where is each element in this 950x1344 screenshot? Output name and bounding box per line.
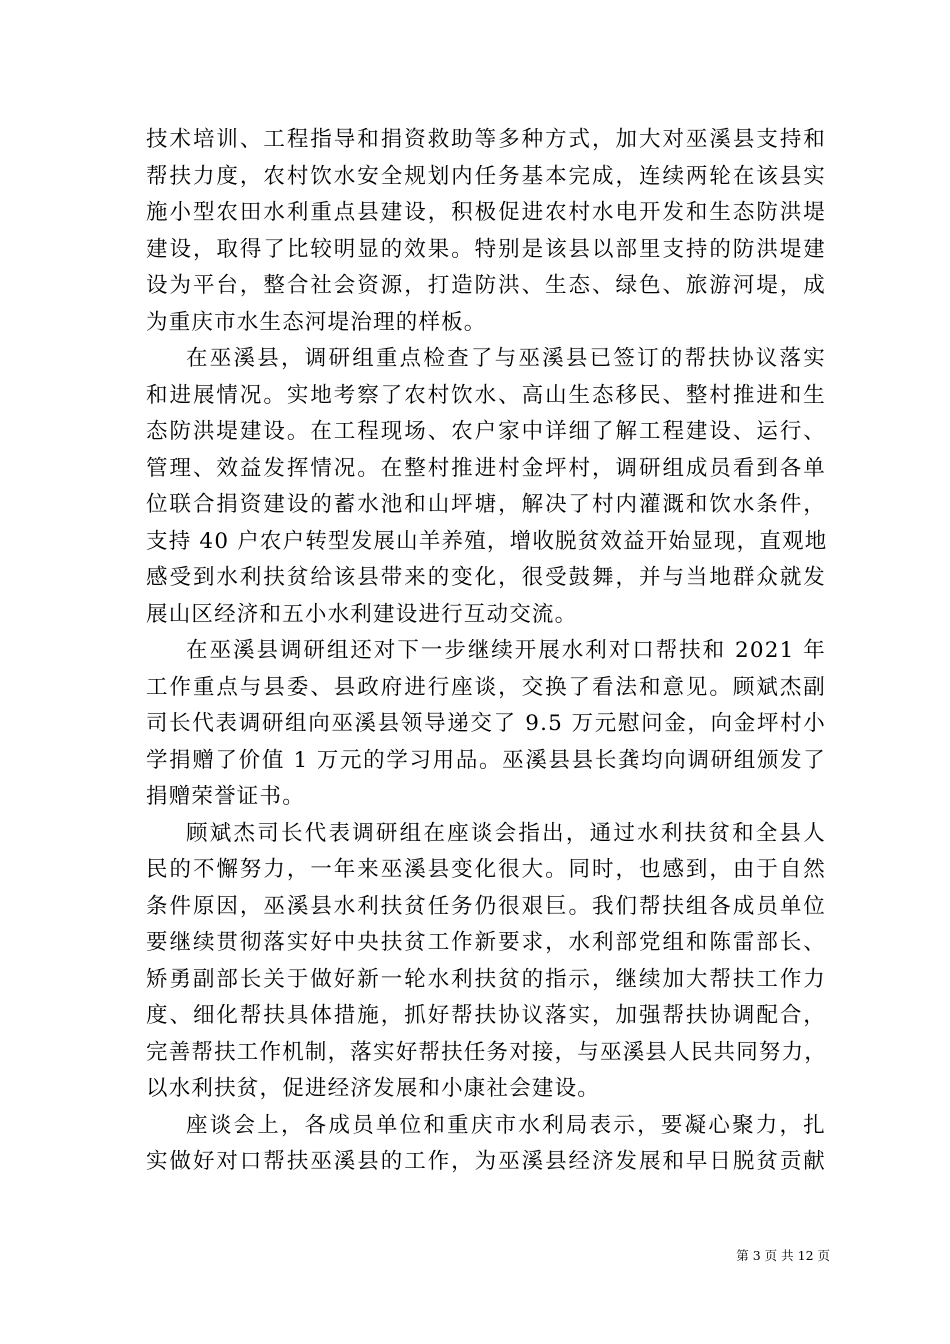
text-line: 设为平台，整合社会资源，打造防洪、生态、绿色、旅游河堤，成 (146, 273, 826, 298)
text-line: 支持 40 户农户转型发展山羊养殖，增收脱贫效益开始显现，直观地 (146, 528, 828, 554)
text-line: 座谈会上，各成员单位和重庆市水利局表示，要凝心聚力，扎 (186, 1112, 826, 1138)
text-line: 司长代表调研组向巫溪县领导递交了 9.5 万元慰问金，向金坪村小 (146, 711, 826, 736)
body-text (146, 122, 826, 1181)
text-line: 以水利扶贫，促进经济发展和小康社会建设。 (146, 1076, 601, 1101)
paragraph (146, 122, 826, 341)
text-line: 捐赠荣誉证书。 (146, 784, 305, 809)
text-line: 实做好对口帮扶巫溪县的工作，为巫溪县经济发展和早日脱贫贡献 (146, 1149, 826, 1174)
text-line: 展山区经济和五小水利建设进行互动交流。 (146, 601, 578, 627)
text-line: 工作重点与县委、县政府进行座谈，交换了看法和意见。顾斌杰副 (146, 674, 826, 700)
text-line: 位联合捐资建设的蓄水池和山坪塘，解决了村内灌溉和饮水条件， (146, 492, 826, 517)
text-line: 度、细化帮扶具体措施，抓好帮扶协议落实，加强帮扶协调配合， (146, 1003, 826, 1028)
page-number: 第 3 页 共 12 页 (736, 1248, 830, 1263)
text-line: 和进展情况。实地考察了农村饮水、高山生态移民、整村推进和生 (146, 382, 826, 408)
text-line: 建设，取得了比较明显的效果。特别是该县以部里支持的防洪堤建 (146, 236, 826, 262)
text-line: 帮扶力度，农村饮水安全规划内任务基本完成，连续两轮在该县实 (146, 163, 826, 189)
text-line: 学捐赠了价值 1 万元的学习用品。巫溪县县长龚均向调研组颁发了 (146, 747, 826, 773)
paragraph (146, 341, 826, 633)
text-line: 在巫溪县调研组还对下一步继续开展水利对口帮扶和 2021 年 (186, 638, 826, 663)
text-line: 顾斌杰司长代表调研组在座谈会指出，通过水利扶贫和全县人 (186, 820, 826, 846)
text-line: 完善帮扶工作机制，落实好帮扶任务对接，与巫溪县人民共同努力， (146, 1039, 828, 1065)
text-line: 矫勇副部长关于做好新一轮水利扶贫的指示，继续加大帮扶工作力 (146, 966, 826, 992)
text-line: 技术培训、工程指导和捐资救助等多种方式，加大对巫溪县支持和 (146, 127, 826, 152)
text-line: 为重庆市水生态河堤治理的样板。 (146, 309, 487, 335)
text-line: 民的不懈努力，一年来巫溪县变化很大。同时，也感到，由于自然 (146, 857, 826, 882)
text-line: 感受到水利扶贫给该县带来的变化，很受鼓舞，并与当地群众就发 (146, 565, 826, 590)
paragraph (146, 816, 826, 1108)
text-line: 条件原因，巫溪县水利扶贫任务仍很艰巨。我们帮扶组各成员单位 (146, 893, 826, 919)
text-line: 在巫溪县，调研组重点检查了与巫溪县已签订的帮扶协议落实 (186, 346, 826, 371)
paragraph (146, 1108, 826, 1181)
paragraph (146, 633, 826, 816)
text-line: 管理、效益发挥情况。在整村推进村金坪村，调研组成员看到各单 (146, 455, 826, 481)
text-line: 要继续贯彻落实好中央扶贫工作新要求，水利部党组和陈雷部长、 (146, 930, 826, 955)
text-line: 态防洪堤建设。在工程现场、农户家中详细了解工程建设、运行、 (146, 419, 826, 444)
text-line: 施小型农田水利重点县建设，积极促进农村水电开发和生态防洪堤 (146, 200, 826, 225)
